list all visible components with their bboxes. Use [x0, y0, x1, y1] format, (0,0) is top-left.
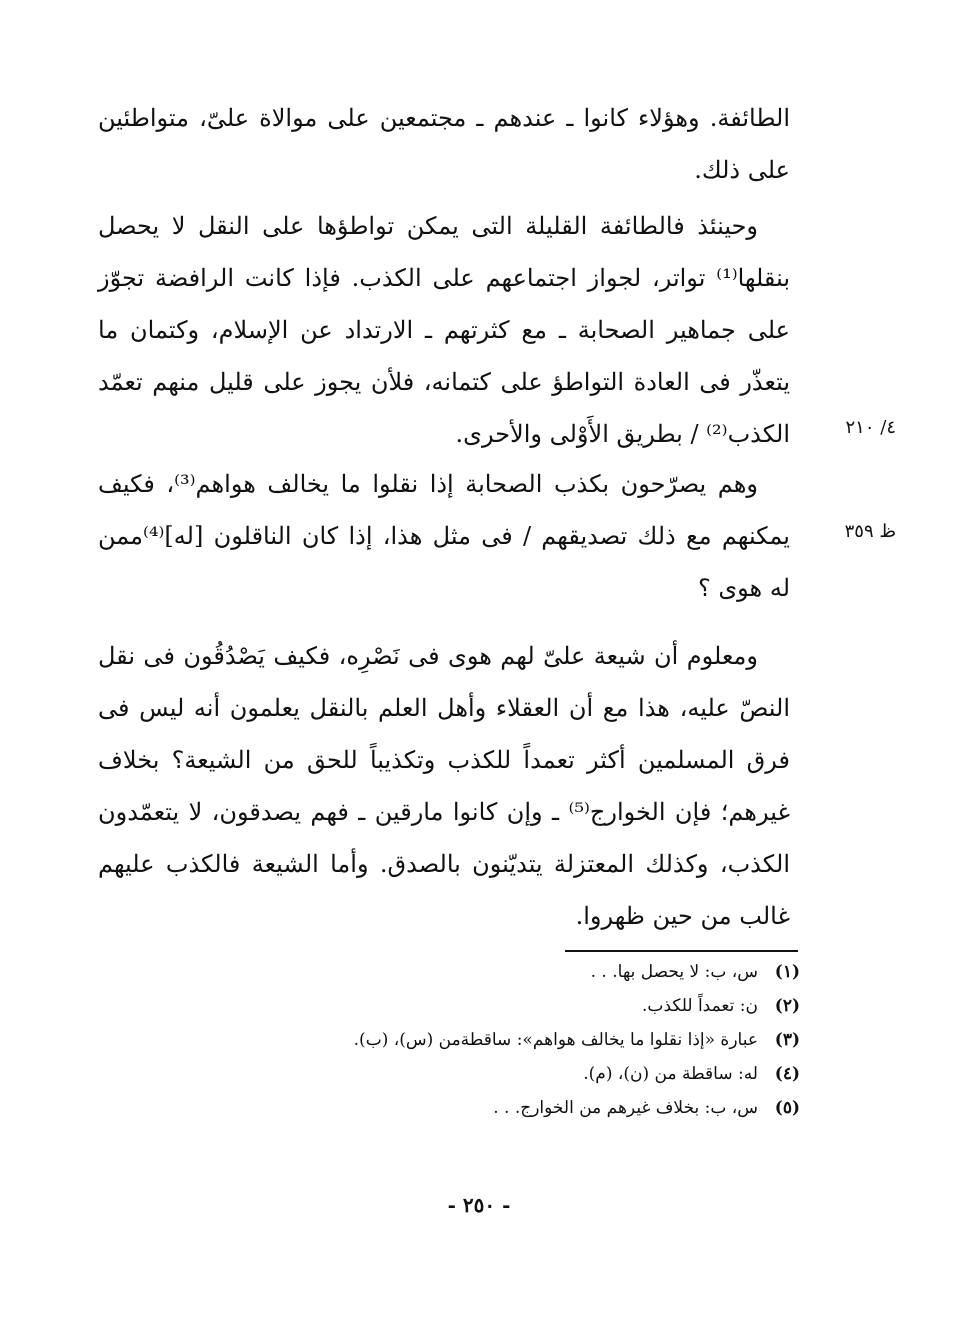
footnote-text: س، ب: لا يحصل بها. . . — [590, 962, 758, 982]
page-number: - ٢٥٠ - — [447, 1193, 511, 1217]
footnote-number: (٥) — [774, 1098, 800, 1118]
paragraph-4 — [98, 630, 790, 942]
text-line: بنقلها⁽¹⁾ تواتر، لجواز اجتماعهم على الكذب. فإذا كانت الرافضة تجوّز — [98, 264, 790, 292]
margin-note-manuscript-folio: ظ ٣٥٩ — [844, 521, 896, 542]
footnote-number: (٤) — [774, 1064, 800, 1084]
text-line: له هوى ؟ — [697, 574, 790, 602]
footnote-separator — [565, 950, 798, 952]
footnote — [300, 996, 800, 1030]
text-line: فرق المسلمين أكثر تعمداً للكذب وتكذيباً للحق من الشيعة؟ بخلاف — [98, 746, 790, 774]
footnote-text: له: ساقطة من (ن)، (م). — [583, 1064, 758, 1084]
text-line: وهم يصرّحون بكذب الصحابة إذا نقلوا ما يخالف هواهم⁽³⁾، فكيف — [98, 470, 758, 498]
text-line: الكذب، وكذلك المعتزلة يتديّنون بالصدق. وأما الشيعة فالكذب عليهم — [98, 850, 790, 878]
footnote — [300, 962, 800, 996]
footnote-number: (٣) — [774, 1030, 800, 1050]
footnote-number: (٢) — [774, 996, 800, 1016]
paragraph-2 — [98, 200, 790, 460]
text-line: يمكنهم مع ذلك تصديقهم / فى مثل هذا، إذا كان الناقلون [له]⁽⁴⁾ممن — [98, 522, 790, 550]
text-line: النصّ عليه، هذا مع أن العقلاء وأهل العلم بالنقل يعلمون أنه ليس فى — [98, 694, 790, 722]
footnote — [300, 1064, 800, 1098]
text-line: الطائفة. وهؤلاء كانوا ـ عندهم ـ مجتمعين على موالاة علىّ، متواطئين — [98, 104, 790, 132]
footnotes — [300, 962, 800, 1132]
footnote-text: س، ب: بخلاف غيرهم من الخوارج. . . — [493, 1098, 758, 1118]
text-line: على جماهير الصحابة ـ مع كثرتهم ـ الارتداد عن الإسلام، وكتمان ما — [98, 316, 790, 344]
text-line: الكذب⁽²⁾ / بطريق الأَوْلى والأحرى. — [455, 420, 790, 448]
paragraph-1 — [98, 92, 790, 196]
text-line: ومعلوم أن شيعة علىّ لهم هوى فى نَصْرِه، فكيف يَصْدُقُون فى نقل — [98, 642, 758, 670]
text-line: غالب من حين ظهروا. — [575, 902, 790, 930]
margin-note-edition-page: ٤/ ٢١٠ — [845, 417, 896, 438]
paragraph-3 — [98, 458, 790, 614]
text-line: وحينئذ فالطائفة القليلة التى يمكن تواطؤها على النقل لا يحصل — [98, 212, 758, 240]
text-line: يتعذّر فى العادة التواطؤ على كتمانه، فلأن يجوز على قليل منهم تعمّد — [98, 368, 790, 396]
text-line: غيرهم؛ فإن الخوارج⁽⁵⁾ ـ وإن كانوا مارقين ـ فهم يصدقون، لا يتعمّدون — [98, 798, 790, 826]
footnote — [300, 1098, 800, 1132]
footnote-text: ن: تعمداً للكذب. — [642, 996, 758, 1016]
footnote — [300, 1030, 800, 1064]
text-line: على ذلك. — [694, 156, 790, 184]
footnote-text: عبارة «إذا نقلوا ما يخالف هواهم»: ساقطةمن (س)، (ب). — [353, 1030, 758, 1050]
footnote-number: (١) — [774, 962, 800, 982]
